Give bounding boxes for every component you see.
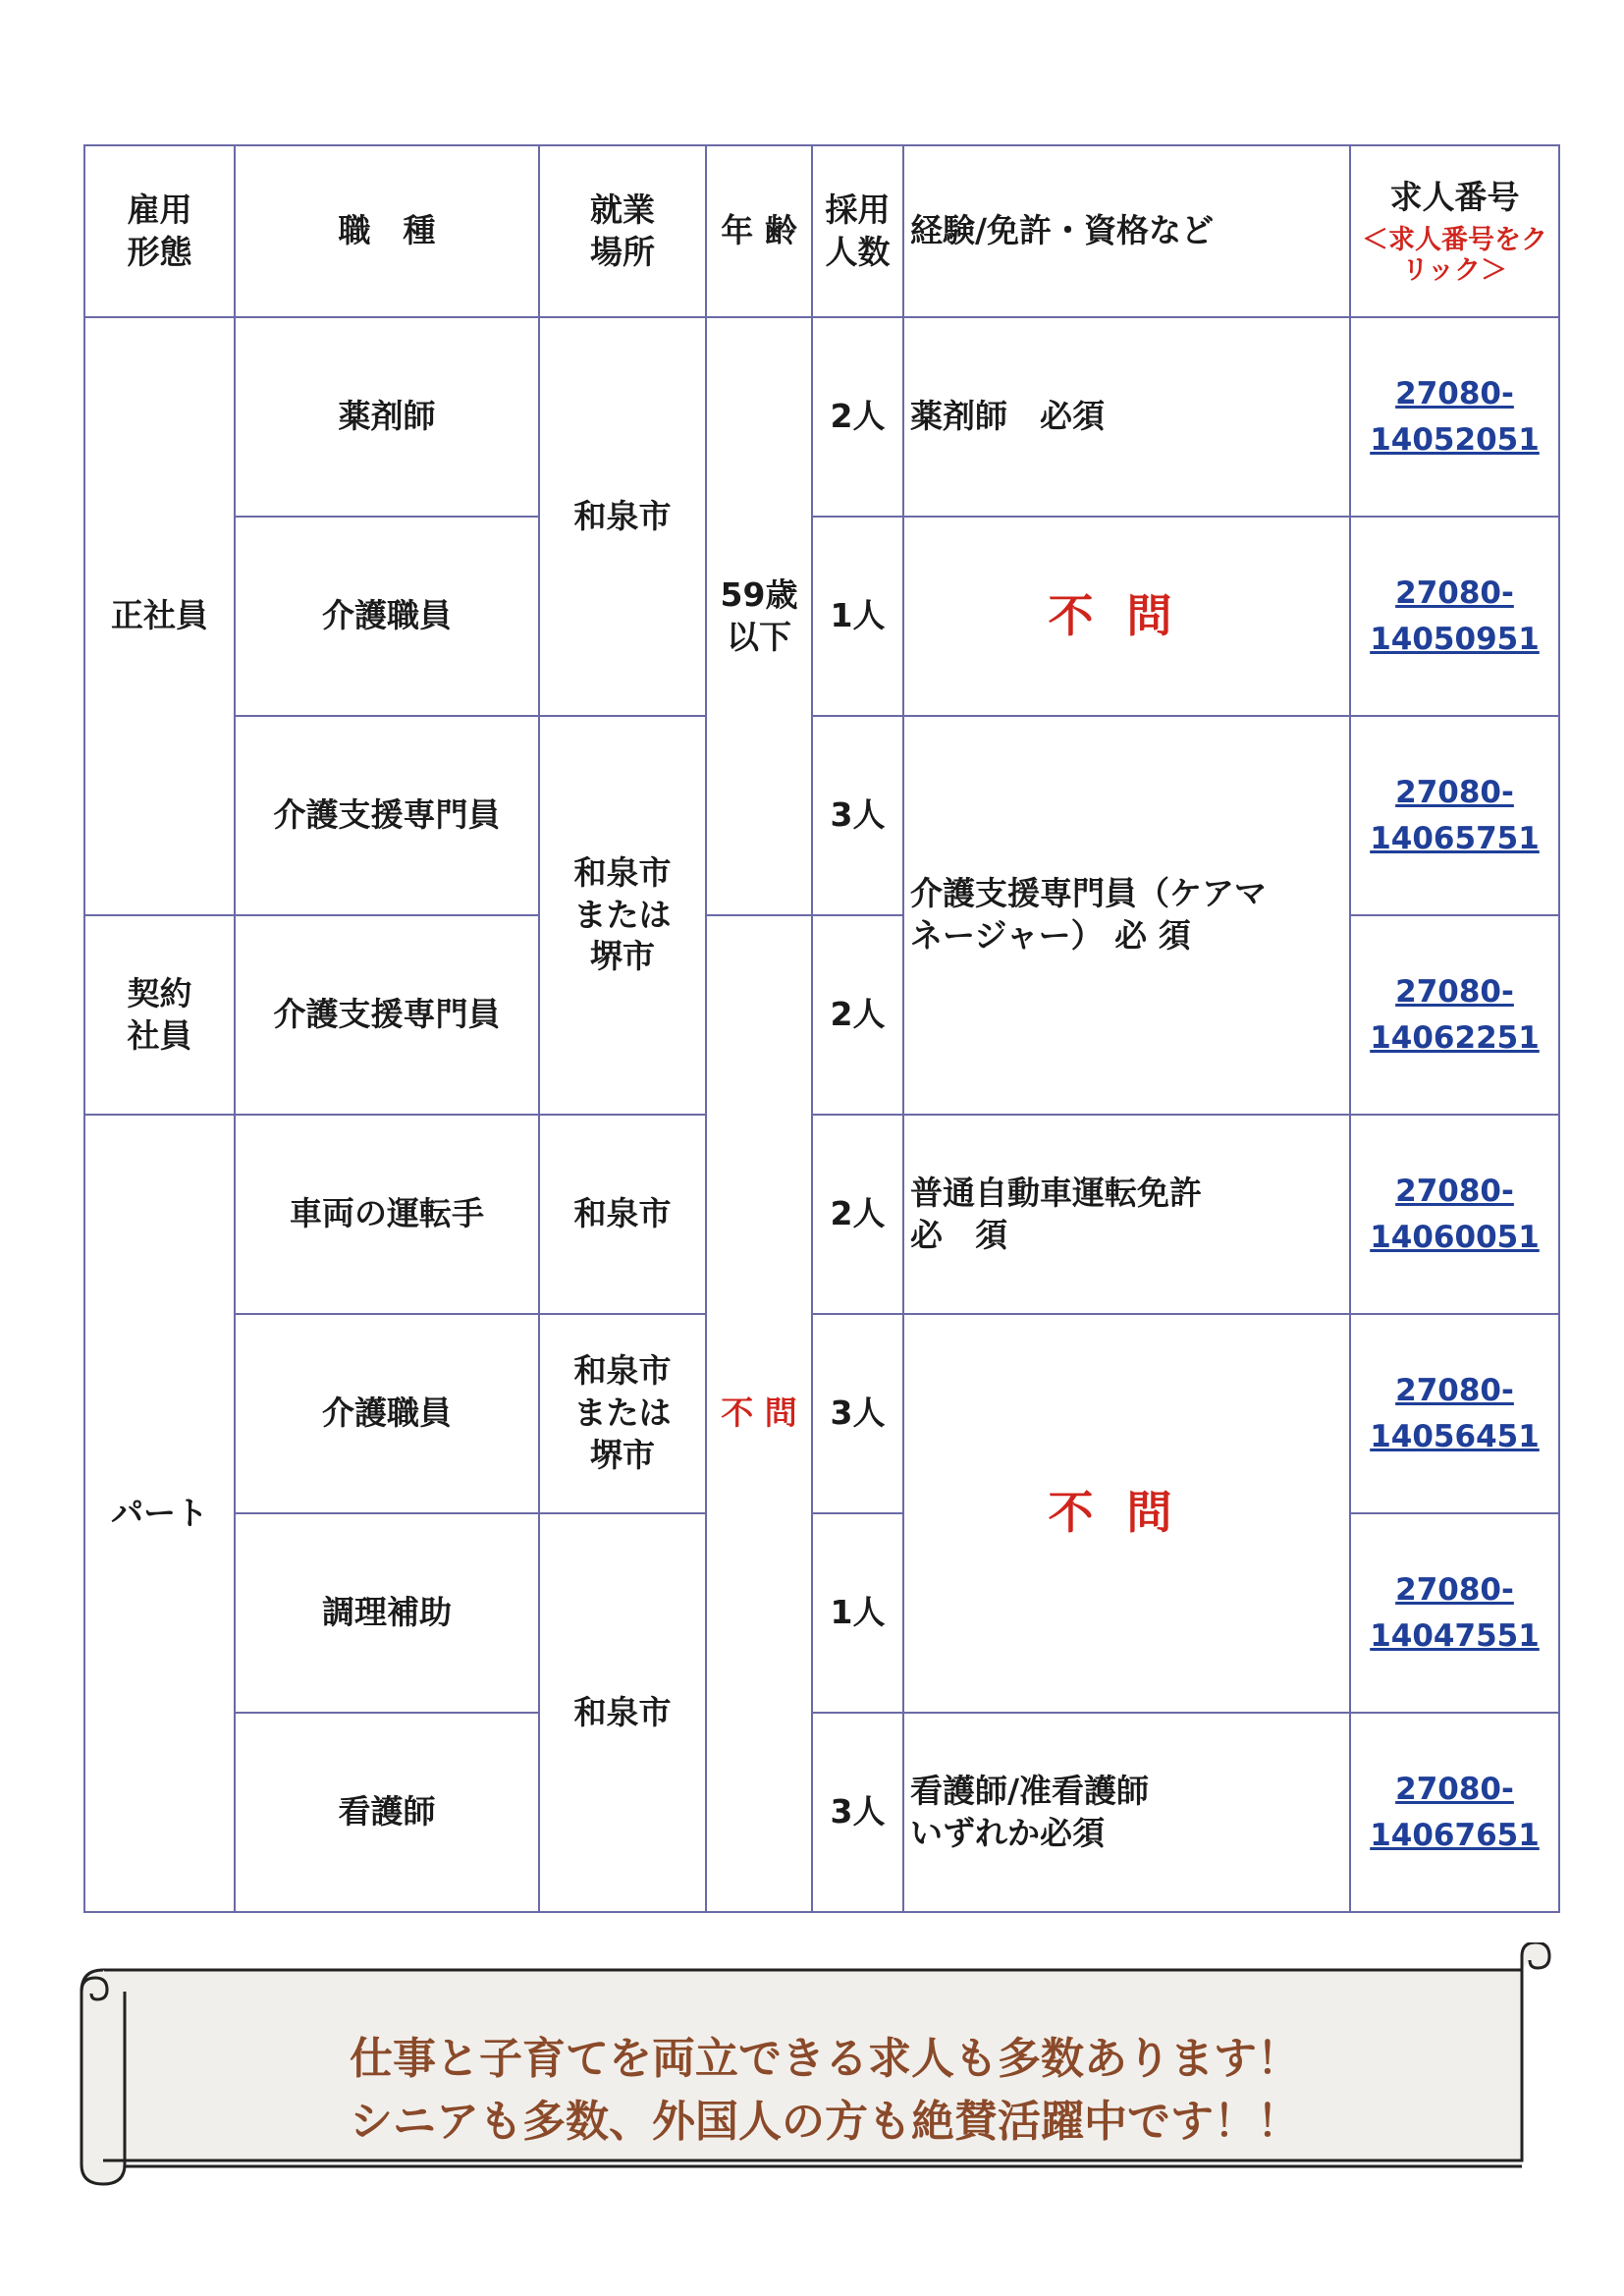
age-not-required: 不 問 <box>721 1394 797 1433</box>
group-contract: 契約 社員 <box>84 915 235 1115</box>
location-cell: 和泉市 または 堺市 <box>539 1314 706 1513</box>
job-type-cell: 看護師 <box>235 1713 539 1912</box>
age-cell <box>706 915 812 1912</box>
job-number-cell <box>1350 1513 1559 1713</box>
header-job-number-label: 求人番号 <box>1389 178 1520 216</box>
job-number-link[interactable]: 27080- 14060051 <box>1370 1174 1540 1255</box>
header-hires: 採用 人数 <box>812 145 903 317</box>
group-fulltime: 正社員 <box>84 317 235 915</box>
job-type-cell: 薬剤師 <box>235 317 539 517</box>
job-number-link[interactable]: 27080- 14062251 <box>1370 974 1540 1056</box>
header-age: 年 齢 <box>706 145 812 317</box>
requirement-not-required: 不問 <box>1048 1486 1206 1540</box>
age-cell: 59歳 以下 <box>706 317 812 915</box>
table-row <box>84 716 1559 915</box>
table-row <box>84 1713 1559 1912</box>
job-number-cell <box>1350 317 1559 517</box>
hires-cell: 3人 <box>812 1314 903 1513</box>
banner-message <box>137 2028 1512 2154</box>
job-number-cell <box>1350 1115 1559 1314</box>
requirements-cell: 介護支援専門員（ケアマ ネージャー） 必 須 <box>903 716 1350 1115</box>
job-type-cell: 介護支援専門員 <box>235 915 539 1115</box>
table-row <box>84 1115 1559 1314</box>
job-type-cell: 介護職員 <box>235 517 539 716</box>
job-type-cell: 車両の運転手 <box>235 1115 539 1314</box>
job-listing-table <box>83 144 1560 1913</box>
header-job-number-note: ＜求人番号をク リック＞ <box>1362 224 1547 286</box>
job-number-link[interactable]: 27080- 14065751 <box>1370 775 1540 856</box>
hires-cell: 3人 <box>812 716 903 915</box>
banner-line-1: 仕事と子育てを両立できる求人も多数あります！ <box>350 2034 1300 2084</box>
job-number-cell <box>1350 1713 1559 1912</box>
hires-cell: 1人 <box>812 1513 903 1713</box>
banner-line-2: シニアも多数、外国人の方も絶賛活躍中です！！ <box>350 2097 1300 2147</box>
hires-cell: 2人 <box>812 1115 903 1314</box>
header-work-location: 就業 場所 <box>539 145 706 317</box>
location-cell: 和泉市 <box>539 1513 706 1912</box>
header-job-number <box>1350 145 1559 317</box>
hires-cell: 2人 <box>812 317 903 517</box>
job-number-link[interactable]: 27080- 14052051 <box>1370 376 1540 458</box>
job-number-cell <box>1350 915 1559 1115</box>
hires-cell: 1人 <box>812 517 903 716</box>
job-number-link[interactable]: 27080- 14047551 <box>1370 1572 1540 1654</box>
header-employment-type: 雇用 形態 <box>84 145 235 317</box>
table-row <box>84 1314 1559 1513</box>
job-type-cell: 介護支援専門員 <box>235 716 539 915</box>
header-requirements: 経験/免許・資格など <box>903 145 1350 317</box>
job-number-link[interactable]: 27080- 14050951 <box>1370 575 1540 657</box>
requirements-cell <box>903 1314 1350 1713</box>
requirements-cell: 薬剤師 必須 <box>903 317 1350 517</box>
requirement-not-required: 不問 <box>1048 588 1206 642</box>
requirements-cell: 看護師/准看護師 いずれか必須 <box>903 1713 1350 1912</box>
location-cell: 和泉市 <box>539 1115 706 1314</box>
job-number-link[interactable]: 27080- 14056451 <box>1370 1373 1540 1454</box>
job-type-cell: 介護職員 <box>235 1314 539 1513</box>
requirements-cell: 普通自動車運転免許 必 須 <box>903 1115 1350 1314</box>
hires-cell: 2人 <box>812 915 903 1115</box>
header-job-type: 職 種 <box>235 145 539 317</box>
job-number-cell <box>1350 517 1559 716</box>
location-cell: 和泉市 <box>539 317 706 716</box>
group-parttime: パート <box>84 1115 235 1912</box>
job-number-cell <box>1350 1314 1559 1513</box>
location-cell: 和泉市 または 堺市 <box>539 716 706 1115</box>
job-number-link[interactable]: 27080- 14067651 <box>1370 1772 1540 1853</box>
job-type-cell: 調理補助 <box>235 1513 539 1713</box>
header-row <box>84 145 1559 317</box>
table-row <box>84 317 1559 517</box>
hires-cell: 3人 <box>812 1713 903 1912</box>
requirements-cell <box>903 517 1350 716</box>
job-number-cell <box>1350 716 1559 915</box>
table-row <box>84 517 1559 716</box>
